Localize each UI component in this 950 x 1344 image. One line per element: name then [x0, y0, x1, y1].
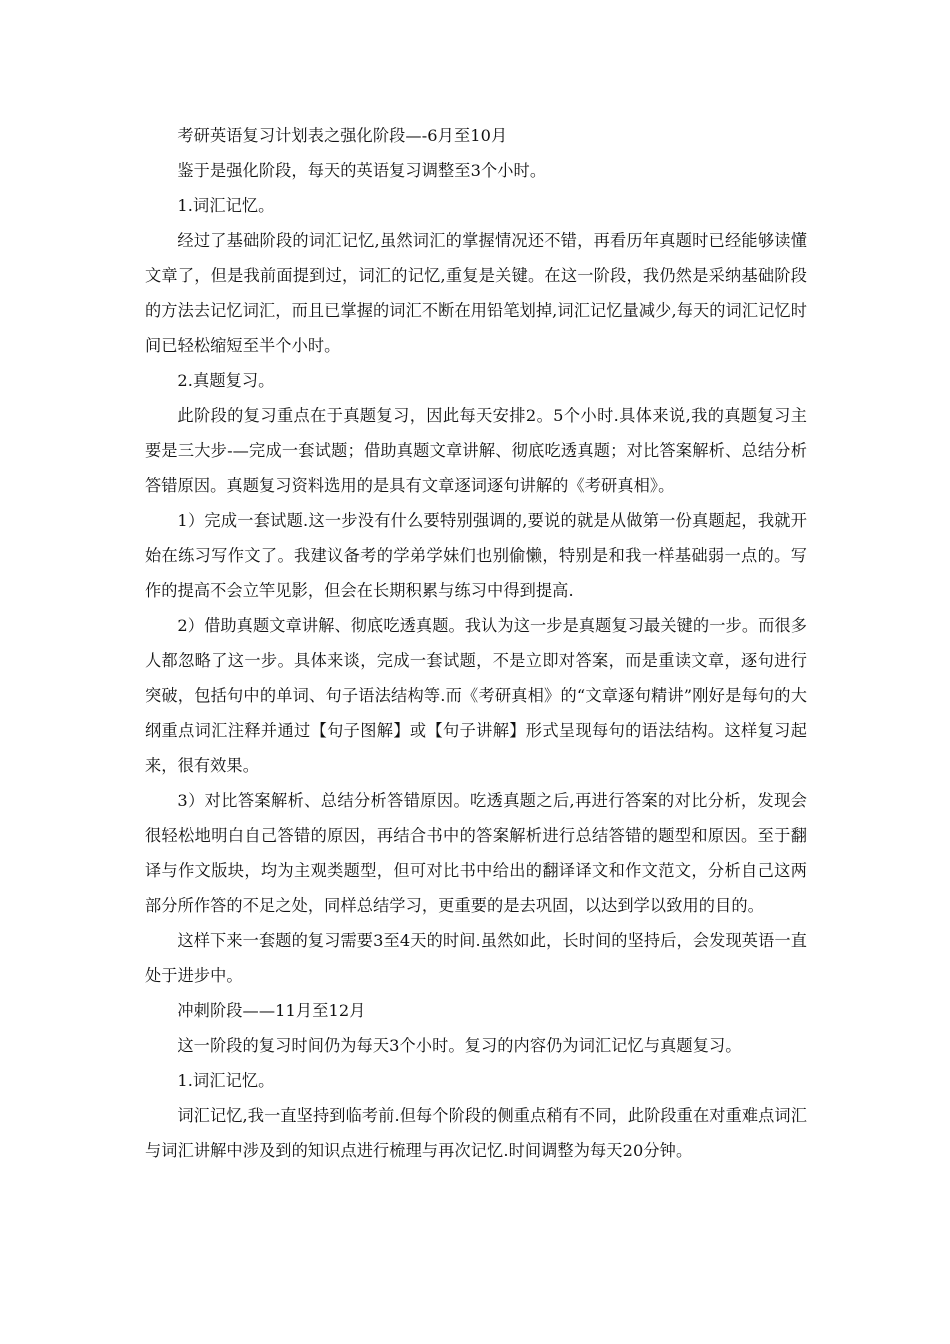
- paragraph-step-1: 1）完成一套试题.这一步没有什么要特别强调的,要说的就是从做第一份真题起，我就开始在练习写作文了。我建议备考的学弟学妹们也别偷懒，特别是和我一样基础弱一点的。写作的提高不会立竿见影，但会在长期积累与练习中得到提高.: [145, 511, 807, 600]
- subheading-past-exams: 2.真题复习。: [177, 371, 275, 390]
- paragraph-vocabulary: 经过了基础阶段的词汇记忆,虽然词汇的掌握情况还不错，再看历年真题时已经能够读懂文章了，但是我前面提到过，词汇的记忆,重复是关键。在这一阶段，我仍然是采纳基础阶段的方法去记忆词汇，而且已掌握的词汇不断在用铅笔划掉,词汇记忆量减少,每天的词汇记忆时间已轻松缩短至半个小时。: [145, 231, 807, 355]
- subheading-vocabulary-sprint: 1.词汇记忆。: [177, 1071, 275, 1090]
- paragraph-step-3: 3）对比答案解析、总结分析答错原因。吃透真题之后,再进行答案的对比分析，发现会很轻松地明白自己答错的原因，再结合书中的答案解析进行总结答错的题型和原因。至于翻译与作文版块，均为主观类题型，但可对比书中给出的翻译译文和作文范文，分析自己这两部分所作答的不足之处，同样总结学习，更重要的是去巩固，以达到学以致用的目的。: [145, 791, 807, 915]
- paragraph-past-exams: 此阶段的复习重点在于真题复习，因此每天安排2。5个小时.具体来说,我的真题复习主要是三大步-—完成一套试题；借助真题文章讲解、彻底吃透真题；对比答案解析、总结分析答错原因。真题复习资料选用的是具有文章逐词逐句讲解的《考研真相》。: [145, 406, 807, 495]
- paragraph-time-per-set: 这样下来一套题的复习需要3至4天的时间.虽然如此，长时间的坚持后，会发现英语一直处于进步中。: [145, 931, 807, 985]
- paragraph-sprint-hours: 这一阶段的复习时间仍为每天3个小时。复习的内容仍为词汇记忆与真题复习。: [177, 1036, 742, 1055]
- document-body: [145, 118, 807, 1168]
- paragraph-daily-hours: 鉴于是强化阶段，每天的英语复习调整至3个小时。: [177, 161, 547, 180]
- section-heading-intensive-stage: 考研英语复习计划表之强化阶段—-6月至10月: [177, 126, 508, 145]
- paragraph-vocabulary-sprint: 词汇记忆,我一直坚持到临考前.但每个阶段的侧重点稍有不同，此阶段重在对重难点词汇与词汇讲解中涉及到的知识点进行梳理与再次记忆.时间调整为每天20分钟。: [145, 1106, 807, 1160]
- paragraph-step-2: 2）借助真题文章讲解、彻底吃透真题。我认为这一步是真题复习最关键的一步。而很多人都忽略了这一步。具体来谈，完成一套试题，不是立即对答案，而是重读文章，逐句进行突破，包括句中的单词、句子语法结构等.而《考研真相》的“文章逐句精讲”刚好是每句的大纲重点词汇注释并通过【句子图解】或【句子讲解】形式呈现每句的语法结构。这样复习起来，很有效果。: [145, 616, 807, 775]
- section-heading-sprint-stage: 冲刺阶段——11月至12月: [177, 1001, 366, 1020]
- subheading-vocabulary: 1.词汇记忆。: [177, 196, 275, 215]
